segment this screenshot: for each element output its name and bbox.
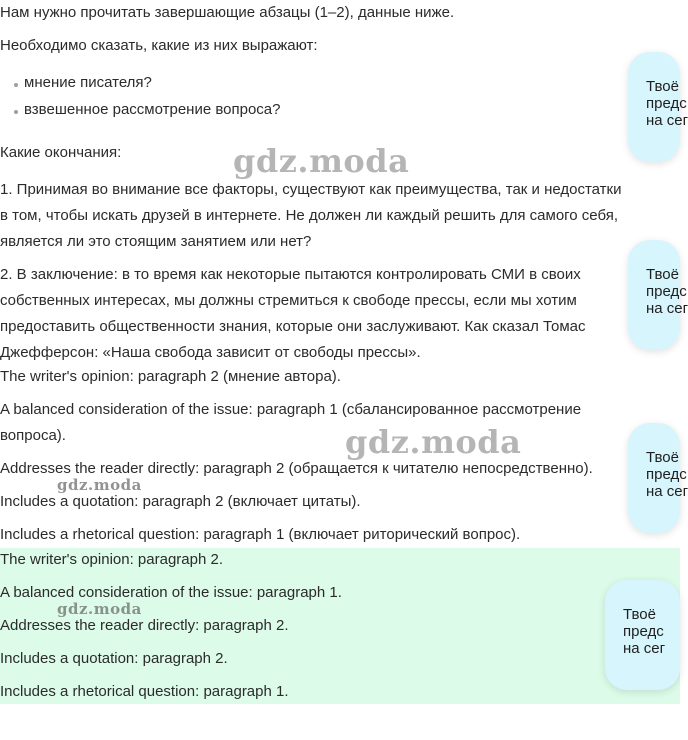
- bubble-line: Твоё: [646, 266, 679, 283]
- bubble-line: на сег: [646, 300, 688, 317]
- answer-line: A balanced consideration of the issue: paragraph 1.: [0, 584, 342, 601]
- paragraph-line: 1. Принимая во внимание все факторы, существуют как преимущества, так и недостатки: [0, 181, 622, 198]
- paragraph-line: собственных интересах, мы должны стремиться к свободе прессы, если мы хотим: [0, 292, 577, 309]
- paragraph-line: Джефферсон: «Наша свобода зависит от свободы прессы».: [0, 344, 421, 361]
- bubble-line: Твоё: [623, 606, 656, 623]
- intro-text: Нам нужно прочитать завершающие абзацы (1–2), данные ниже.: [0, 4, 455, 21]
- bubble-line: предс: [623, 623, 664, 640]
- endings-label: Какие окончания:: [0, 144, 122, 161]
- bubble-line: предс: [646, 95, 687, 112]
- paragraph-line: 2. В заключение: в то время как некоторые пытаются контролировать СМИ в своих: [0, 266, 581, 283]
- watermark-logo: gdz.moda: [233, 142, 410, 180]
- paragraph-line: в том, чтобы искать друзей в интернете. Не должен ли каждый решить для самого себя,: [0, 207, 619, 224]
- watermark-logo: gdz.moda: [345, 423, 522, 461]
- bubble-line: Твоё: [646, 449, 679, 466]
- answer-line: Addresses the reader directly: paragraph 2 (обращается к читателю непосредственно).: [0, 460, 593, 477]
- bullet-item: взвешенное рассмотрение вопроса?: [24, 101, 281, 118]
- bubble-line: Твоё: [646, 78, 679, 95]
- paragraph-2: [0, 262, 688, 366]
- bubble-line: предс: [646, 466, 687, 483]
- chat-bubble[interactable]: [628, 423, 688, 533]
- paragraph-line: является ли это стоящим занятием или нет?: [0, 233, 312, 250]
- answer-line: Includes a quotation: paragraph 2 (включает цитаты).: [0, 493, 361, 510]
- chat-bubble[interactable]: [628, 240, 688, 350]
- paragraph-1: [0, 177, 680, 255]
- answer-line: Includes a rhetorical question: paragraph 1 (включает риторический вопрос).: [0, 526, 521, 543]
- watermark-logo: gdz.moda: [57, 476, 142, 494]
- answer-line: вопроса).: [0, 427, 66, 444]
- answer-line: Addresses the reader directly: paragraph 2.: [0, 617, 289, 634]
- answer-line: The writer's opinion: paragraph 2.: [0, 551, 223, 568]
- answer-line: The writer's opinion: paragraph 2 (мнение автора).: [0, 368, 341, 385]
- bubble-line: на сег: [623, 640, 666, 657]
- chat-bubble[interactable]: [605, 580, 680, 690]
- bubble-line: предс: [646, 283, 687, 300]
- chat-bubble[interactable]: [628, 52, 688, 162]
- bubble-line: на сег: [646, 112, 688, 129]
- watermark-logo: gdz.moda: [57, 600, 142, 618]
- answer-line: Includes a rhetorical question: paragraph 1.: [0, 683, 289, 700]
- bubble-line: на сег: [646, 483, 688, 500]
- answer-line: Includes a quotation: paragraph 2.: [0, 650, 228, 667]
- answer-line: A balanced consideration of the issue: paragraph 1 (сбалансированное рассмотрение: [0, 401, 582, 418]
- bullet-item: мнение писателя?: [24, 74, 152, 91]
- paragraph-line: предоставить общественности знания, которые они заслуживают. Как сказал Томас: [0, 318, 586, 335]
- question-text: Необходимо сказать, какие из них выражают:: [0, 37, 318, 54]
